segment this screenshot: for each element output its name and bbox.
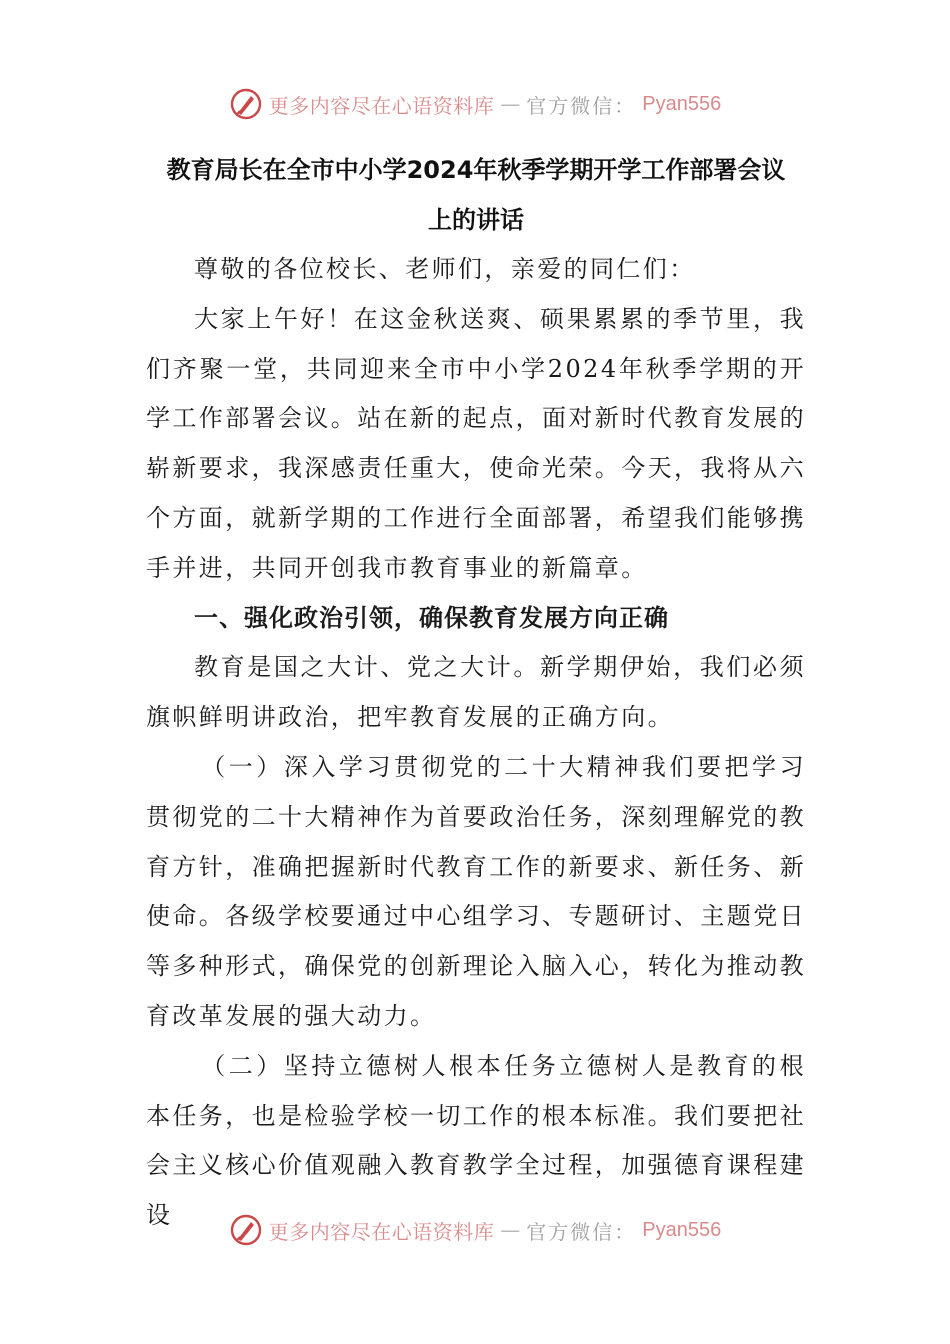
watermark-official-label: 官方微信： xyxy=(526,1219,637,1244)
watermark-header xyxy=(0,84,950,124)
watermark-official-label: 官方微信： xyxy=(526,93,637,118)
watermark-dash: — xyxy=(500,1218,521,1242)
document-title-line1: 教育局长在全市中小学2024年秋季学期开学工作部署会议 xyxy=(166,156,786,184)
section1-paragraph: 教育是国之大计、党之大计。新学期伊始，我们必须旗帜鲜明讲政治，把牢教育发展的正确方向。 xyxy=(146,653,806,732)
subsection1-paragraph: （一）深入学习贯彻党的二十大精神我们要把学习贯彻党的二十大精神作为首要政治任务，深刻理解党的教育方针，准确把握新时代教育工作的新要求、新任务、新使命。各级学校要通过中心组学习、专题研讨、主题党日等多种形式，确保党的创新理论入脑入心，转化为推动教育改革发展的强大动力。 xyxy=(146,752,806,1030)
intro-paragraph: 大家上午好！在这金秋送爽、硕果累累的季节里，我们齐聚一堂，共同迎来全市中小学2024年秋季学期的开学工作部署会议。站在新的起点，面对新时代教育发展的崭新要求，我深感责任重大，使命光荣。今天，我将从六个方面，就新学期的工作进行全面部署，希望我们能够携手并进，共同开创我市教育事业的新篇章。 xyxy=(146,304,806,582)
watermark-brand-text: 更多内容尽在心语资料库 xyxy=(268,93,495,118)
subsection2-paragraph: （二）坚持立德树人根本任务立德树人是教育的根本任务，也是检验学校一切工作的根本标准。我们要把社会主义核心价值观融入教育教学全过程，加强德育课程建设 xyxy=(146,1051,806,1230)
section1-heading: 一、强化政治引领，确保教育发展方向正确 xyxy=(194,603,669,632)
watermark-dash: — xyxy=(500,92,521,116)
quill-logo-icon xyxy=(229,1213,263,1247)
watermark-wechat-id: Pyan556 xyxy=(642,1218,722,1241)
quill-logo-icon xyxy=(229,87,263,121)
document-body xyxy=(146,245,806,1241)
watermark-footer xyxy=(0,1210,950,1250)
watermark-wechat-id: Pyan556 xyxy=(642,92,722,115)
document-title-line2: 上的讲话 xyxy=(428,206,524,234)
greeting-paragraph: 尊敬的各位校长、老师们，亲爱的同仁们： xyxy=(194,255,696,283)
watermark-brand-text: 更多内容尽在心语资料库 xyxy=(268,1219,495,1244)
